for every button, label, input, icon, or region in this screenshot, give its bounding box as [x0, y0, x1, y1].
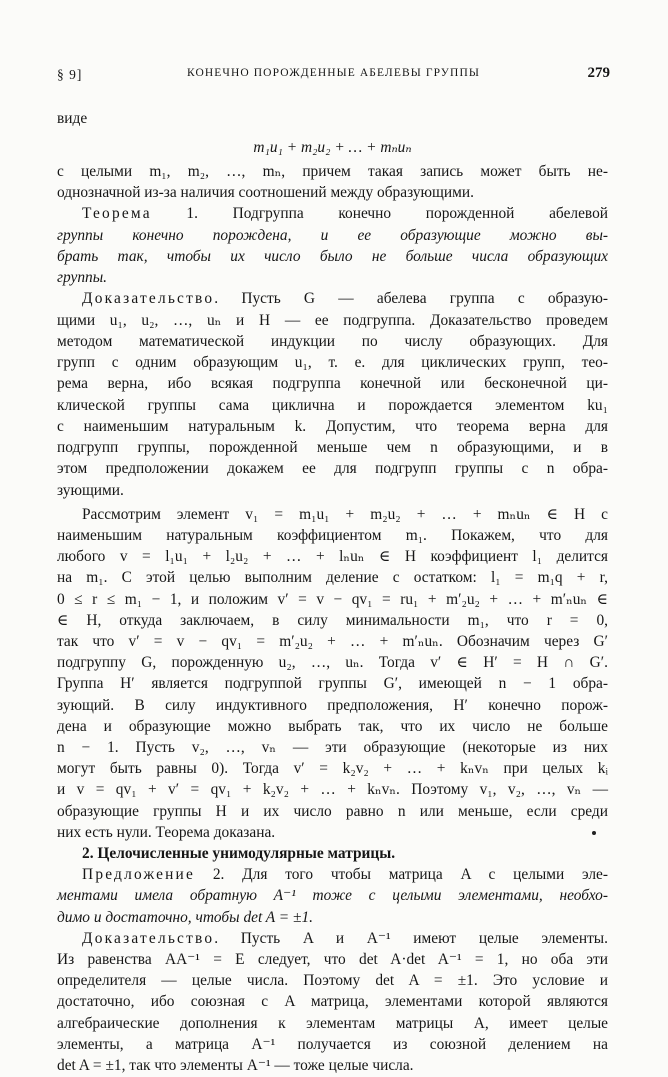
- text-line: элементы, а матрица A⁻¹ получается из союзной делением на: [57, 1036, 608, 1053]
- text-line: m₁u₁ + m₂u₂ + … + mₙuₙ: [253, 139, 412, 156]
- text-line: них есть нули. Теорема доказана.: [57, 824, 276, 841]
- text-line: подгрупп группы, порожденной меньше чем n образующими, и в: [57, 439, 608, 456]
- text-line: Теорема 1. Подгруппа конечно порожденной абелевой: [82, 205, 608, 222]
- text-line: с наименьшим натуральным k. Допустим, что теорема верна для: [57, 418, 608, 435]
- text-line: зующий. В силу индуктивного предположения, H′ конечно порож-: [57, 697, 608, 714]
- text-line: достаточно, ибо союзная с A матрица, элементами которой являются: [57, 993, 608, 1010]
- text-line: так что v′ = v − qv₁ = m′₂u₂ + … + m′ₙuₙ. Обозначим через G′: [57, 633, 608, 650]
- text-line: det A = ±1, так что элементы A⁻¹ — тоже целые числа.: [57, 1057, 414, 1074]
- page-number: 279: [587, 65, 610, 81]
- text-line: могут быть равны 0). Тогда v′ = k₂v₂ + … + kₙvₙ при целых kᵢ: [57, 760, 608, 777]
- running-header: [57, 67, 610, 87]
- running-title: КОНЕЧНО ПОРОЖДЕННЫЕ АБЕЛЕВЫ ГРУППЫ: [187, 67, 480, 79]
- text-line: Доказательство. Пусть G — абелева группа с образую-: [82, 290, 608, 307]
- text-line: группы конечно порождена, и ее образующие можно вы-: [57, 227, 608, 244]
- text-line: на m₁. С этой целью выполним деление с остатком: l₁ = m₁q + r,: [57, 569, 608, 586]
- text-line: рема верна, ибо всякая подгруппа конечной или бесконечной ци-: [57, 375, 608, 392]
- text-line: группы.: [57, 269, 107, 286]
- text-line: наименьшим натуральным коэффициентом m₁. Покажем, что для: [57, 527, 608, 544]
- text-line: 0 ≤ r ≤ m₁ − 1, и положим v′ = v − qv₁ = ru₁ + m′₂u₂ + … + m′ₙuₙ ∈: [57, 591, 608, 608]
- text-line: этом предположении докажем ее для подгрупп группы с n обра-: [57, 460, 608, 477]
- text-line: образующие группы H и их число равно n или меньше, если среди: [57, 803, 608, 820]
- text-line: ∈ H, откуда заключаем, в силу минимальности m₁, что r = 0,: [57, 612, 608, 629]
- text-line: Рассмотрим элемент v₁ = m₁u₁ + m₂u₂ + … + mₙuₙ ∈ H с: [82, 506, 608, 523]
- text-line: Из равенства AA⁻¹ = E следует, что det A·det A⁻¹ = 1, но оба эти: [57, 951, 608, 968]
- text-line: с целыми m₁, m₂, …, mₙ, причем такая запись может быть не-: [57, 163, 608, 180]
- text-line: подгруппу G, порожденную u₂, …, uₙ. Тогда v′ ∈ H′ = H ∩ G′.: [57, 654, 608, 671]
- spaced-keyword: Предложение: [82, 866, 196, 883]
- text-line: определителя — целые числа. Поэтому det A = ±1. Это условие и: [57, 972, 608, 989]
- spaced-keyword: Теорема: [82, 205, 152, 222]
- text-line: Предложение 2. Для того чтобы матрица A с целыми эле-: [82, 866, 608, 883]
- print-speck: [592, 831, 596, 835]
- text-line: Группа H′ является подгруппой группы G′, имеющей n − 1 обра-: [57, 675, 608, 692]
- text-line: дена и образующие можно выбрать так, что их число не больше: [57, 718, 608, 735]
- spaced-keyword: Доказательство: [82, 930, 215, 947]
- text-line: димо и достаточно, чтобы det A = ±1.: [57, 909, 314, 926]
- text-line: 2. Целочисленные унимодулярные матрицы.: [82, 845, 396, 862]
- section-mark: § 9]: [57, 67, 83, 82]
- text-line: и v = qv₁ + v′ = qv₁ + k₂v₂ + … + kₙvₙ. Поэтому v₁, v₂, …, vₙ —: [57, 781, 608, 798]
- text-line: щими u₁, u₂, …, uₙ и H — ее подгруппа. Доказательство проведем: [57, 312, 608, 329]
- text-line: брать так, чтобы их число было не больше числа образующих: [57, 248, 608, 265]
- text-line: однозначной из-за наличия соотношений между образующими.: [57, 184, 474, 201]
- text-line: групп с одним образующим u₁, т. е. для циклических групп, тео-: [57, 354, 608, 371]
- text-line: алгебраические дополнения к элементам матрицы A, имеет целые: [57, 1015, 608, 1032]
- spaced-keyword: Доказательство: [82, 290, 215, 307]
- text-line: зующими.: [57, 482, 124, 499]
- text-line: виде: [57, 110, 88, 127]
- text-line: методом математической индукции по числу образующих. Для: [57, 333, 608, 350]
- text-line: клической группы сама циклична и порождается элементом ku₁: [57, 397, 608, 414]
- text-line: Доказательство. Пусть A и A⁻¹ имеют целые элементы.: [82, 930, 608, 947]
- text-line: n − 1. Пусть v₂, …, vₙ — эти образующие (некоторые из них: [57, 739, 608, 756]
- text-line: ментами имела обратную A⁻¹ тоже с целыми элементами, необхо-: [57, 887, 608, 904]
- text-line: любого v = l₁u₁ + l₂u₂ + … + lₙuₙ ∈ H коэффициент l₁ делится: [57, 548, 608, 565]
